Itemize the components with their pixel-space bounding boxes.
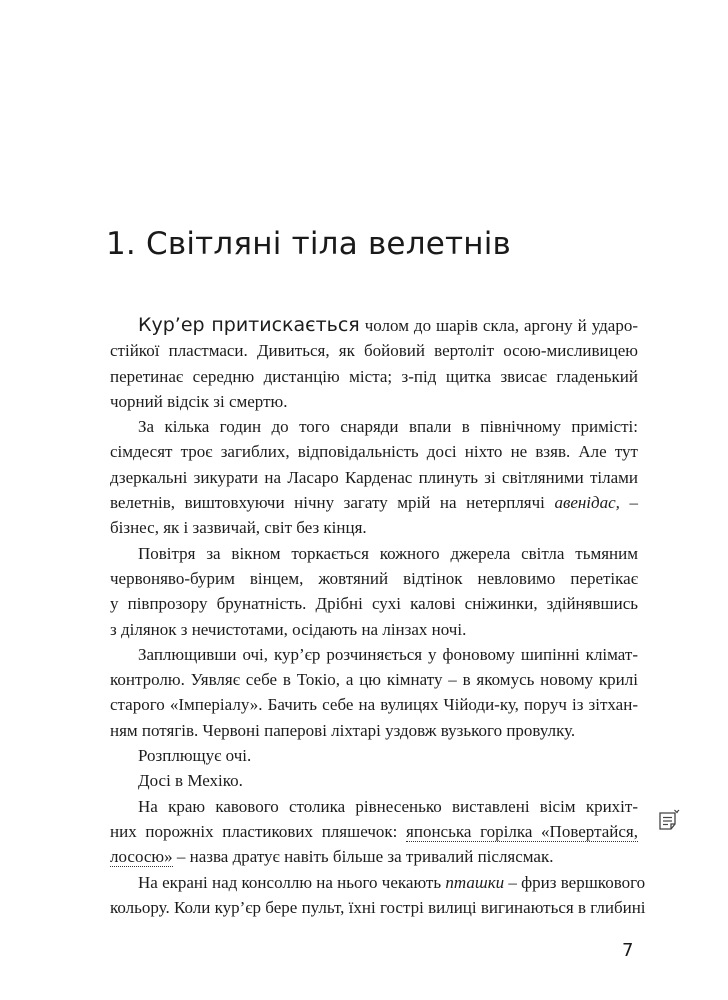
text-line: велетнів, виштовхуючи нічну загату мрій на нетерплячі авенідас, – bbox=[110, 493, 638, 513]
italic-word: авенідас, bbox=[554, 493, 620, 513]
run-in-heading: Кур’ер притискається bbox=[138, 314, 360, 336]
text-line: у півпрозору брунатність. Дрібні сухі калові сніжинки, здійнявшись bbox=[110, 594, 638, 614]
chapter-title: 1. Світляні тіла велетнів bbox=[106, 226, 511, 262]
page-number: 7 bbox=[622, 940, 634, 961]
text-line: Розплющує очі. bbox=[138, 746, 252, 766]
text-line: За кілька годин до того снаряди впали в північному примісті: bbox=[138, 417, 638, 437]
text-line: кольору. Коли кур’єр бере пульт, їхні гострі вилиці вигинаються в глибині bbox=[110, 897, 646, 917]
text-line: старого «Імперіалу». Бачить себе на вулицях Чійоди-ку, поруч із зітхан- bbox=[110, 695, 638, 715]
text-line: перетинає середню дистанцію міста; з-під щитка звисає гладенький bbox=[110, 366, 638, 386]
text-line: сімдесят троє загиблих, відповідальність досі ніхто не взяв. Але тут bbox=[110, 442, 638, 462]
text-line: На краю кавового столика рівнесенько виставлені вісім крихіт- bbox=[138, 796, 638, 816]
text-line: Заплющивши очі, кур’єр розчиняється у фоновому шипінні клімат- bbox=[138, 644, 638, 664]
text-line: контролю. Уявляє себе в Токіо, а цю кімнату – в якомусь новому крилі bbox=[110, 670, 638, 690]
body-text bbox=[110, 313, 646, 920]
text-line: них порожніх пластикових пляшечок: японська горілка «Повертайся, bbox=[110, 821, 638, 841]
text-line: бізнес, як і зазвичай, світ без кінця. bbox=[110, 518, 367, 538]
text-line: На екрані над консоллю на нього чекають пташки – фриз вершкового bbox=[138, 872, 646, 892]
annotated-text[interactable]: японська горілка «Повертайся, bbox=[406, 821, 638, 841]
text-line: Кур’ер притискається чолом до шарів скла, аргону й ударо- bbox=[138, 314, 638, 336]
text-line: чорний відсік зі смертю. bbox=[110, 391, 288, 411]
text-line: Повітря за вікном торкається кожного джерела світла тьмяним bbox=[138, 543, 638, 563]
text-line: дзеркальні зикурати на Ласаро Карденас плинуть зі світляними тілами bbox=[110, 467, 638, 487]
text-line: ням потягів. Червоні паперові ліхтарі уздовж вузького провулку. bbox=[110, 720, 576, 740]
annotated-text[interactable]: лососю» bbox=[110, 847, 173, 867]
note-icon-graphic bbox=[656, 808, 682, 834]
text-line: Досі в Мехіко. bbox=[138, 771, 243, 791]
text-line: червоняво-бурим вінцем, жовтяний відтінок невловимо перетікає bbox=[110, 568, 638, 588]
text-line: з ділянок з нечистотами, осідають на лінзах ночі. bbox=[110, 619, 467, 639]
text-line: лососю» – назва дратує навіть більше за тривалий післясмак. bbox=[110, 847, 554, 867]
italic-word: пташки bbox=[445, 872, 505, 892]
text-line: стійкої пластмаси. Дивиться, як бойовий вертоліт осою-мисливицею bbox=[110, 341, 638, 361]
note-icon[interactable] bbox=[656, 808, 682, 834]
